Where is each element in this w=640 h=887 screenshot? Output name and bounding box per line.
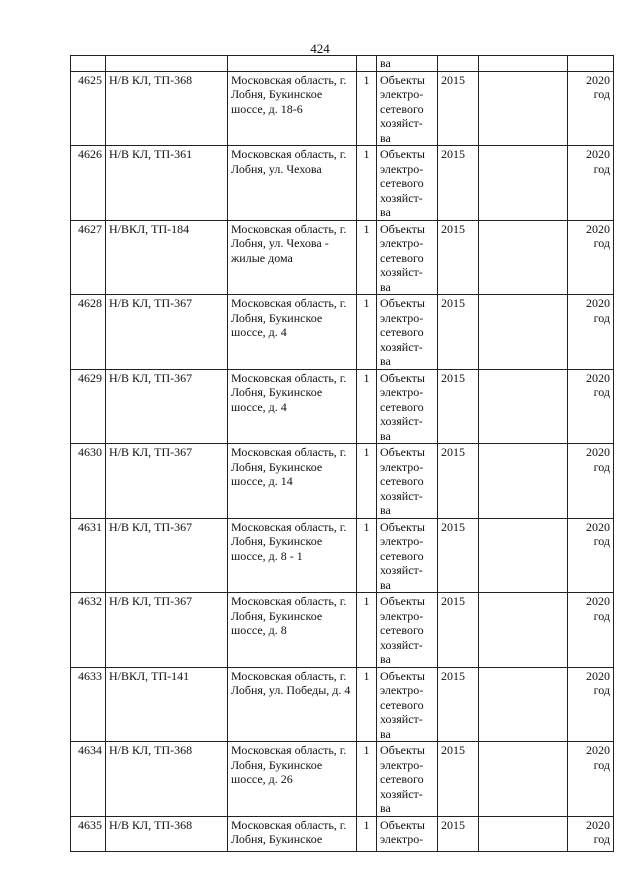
continuation-row	[71, 56, 614, 72]
object-type-line: хозяйст-	[380, 488, 423, 503]
object-name-cell: Н/В КЛ, ТП-367	[106, 369, 228, 444]
object-type-cell	[377, 369, 438, 444]
address-cell: Московская область, г. Лобня, Букинское шоссе, д. 8 - 1	[228, 518, 357, 593]
row-number-cell: 4635	[71, 816, 106, 851]
address-cell: Московская область, г. Лобня, ул. Победы, д. 4	[228, 667, 357, 742]
empty-cell	[479, 444, 568, 519]
object-type-line: сетевого	[380, 101, 424, 116]
continuation-qty-cell	[357, 56, 377, 72]
table-row	[71, 369, 614, 444]
continuation-term-cell	[568, 56, 614, 72]
object-name-cell: Н/ВКЛ, ТП-184	[106, 220, 228, 295]
continuation-empty-cell	[479, 56, 568, 72]
address-cell: Московская область, г. Лобня, Букинское шоссе, д. 26	[228, 742, 357, 817]
object-type-line: сетевого	[380, 399, 424, 414]
quantity-cell: 1	[357, 220, 377, 295]
year-cell: 2015	[438, 146, 479, 221]
object-type-line: хозяйст-	[380, 116, 423, 130]
object-type-cell	[377, 71, 438, 146]
year-cell: 2015	[438, 593, 479, 668]
term-cell	[568, 816, 614, 851]
row-number-cell: 4634	[71, 742, 106, 817]
object-type-line: хозяйст-	[380, 265, 423, 279]
object-type-cell	[377, 444, 438, 519]
row-number-cell: 4628	[71, 295, 106, 370]
table-row	[71, 518, 614, 593]
quantity-cell: 1	[357, 518, 377, 593]
term-line: 2020	[586, 221, 610, 236]
term-cell	[568, 146, 614, 221]
address-cell: Московская область, г. Лобня, Букинское шоссе, д. 8	[228, 593, 357, 668]
object-type-line: ва	[380, 428, 391, 443]
object-type-cell	[377, 518, 438, 593]
term-line: 2020	[586, 296, 610, 310]
object-type-cell	[377, 742, 438, 817]
object-type-line: ва	[380, 130, 391, 145]
quantity-cell: 1	[357, 742, 377, 817]
object-type-line: сетевого	[380, 772, 424, 786]
table-row	[71, 816, 614, 851]
year-cell: 2015	[438, 444, 479, 519]
year-cell: 2015	[438, 816, 479, 851]
object-type-line: ва	[380, 279, 391, 294]
address-cell: Московская область, г. Лобня, Букинское шоссе, д. 4	[228, 295, 357, 370]
term-cell	[568, 369, 614, 444]
object-type-line: электро-	[380, 608, 424, 623]
object-type-line: ва	[380, 801, 391, 815]
term-line: год	[593, 161, 610, 176]
object-type-cell	[377, 593, 438, 668]
term-line: 2020	[586, 668, 610, 683]
term-line: год	[593, 87, 610, 101]
object-type-cell	[377, 295, 438, 370]
object-type-line: Объекты	[380, 743, 425, 757]
object-name-cell: Н/В КЛ, ТП-368	[106, 742, 228, 817]
year-cell: 2015	[438, 742, 479, 817]
row-number-cell: 4629	[71, 369, 106, 444]
object-type-line: электро-	[380, 534, 424, 548]
term-line: 2020	[586, 72, 610, 87]
continuation-object-cell	[106, 56, 228, 72]
year-cell: 2015	[438, 71, 479, 146]
object-type-line: хозяйст-	[380, 339, 423, 354]
object-type-line: хозяйст-	[380, 637, 423, 652]
quantity-cell: 1	[357, 667, 377, 742]
table-row	[71, 667, 614, 742]
table-row	[71, 146, 614, 221]
quantity-cell: 1	[357, 593, 377, 668]
registry-table	[70, 55, 614, 852]
address-cell: Московская область, г. Лобня, ул. Чехова	[228, 146, 357, 221]
term-line: 2020	[586, 370, 610, 385]
object-type-line: хозяйст-	[380, 190, 423, 205]
address-cell: Московская область, г. Лобня, Букинское	[228, 816, 357, 851]
object-type-line: сетевого	[380, 697, 424, 712]
term-line: год	[593, 757, 610, 772]
object-type-line: Объекты	[380, 296, 425, 310]
object-name-cell: Н/В КЛ, ТП-367	[106, 444, 228, 519]
object-type-line: Объекты	[380, 594, 425, 608]
empty-cell	[479, 518, 568, 593]
term-cell	[568, 220, 614, 295]
registry-body	[71, 56, 614, 852]
table-row	[71, 742, 614, 817]
object-type-line: Объекты	[380, 147, 425, 161]
term-line: год	[593, 236, 610, 250]
table-row	[71, 220, 614, 295]
continuation-year-cell	[438, 56, 479, 72]
empty-cell	[479, 146, 568, 221]
empty-cell	[479, 667, 568, 742]
term-cell	[568, 295, 614, 370]
term-line: год	[593, 832, 610, 846]
object-type-line: сетевого	[380, 474, 424, 488]
row-number-cell: 4625	[71, 71, 106, 146]
quantity-cell: 1	[357, 444, 377, 519]
term-line: 2020	[586, 445, 610, 459]
object-type-line: ва	[380, 354, 391, 368]
object-type-line: Объекты	[380, 370, 425, 385]
year-cell: 2015	[438, 667, 479, 742]
table-row	[71, 444, 614, 519]
object-name-cell: Н/В КЛ, ТП-367	[106, 593, 228, 668]
quantity-cell: 1	[357, 816, 377, 851]
term-line: год	[593, 683, 610, 697]
object-type-line: электро-	[380, 310, 424, 325]
quantity-cell: 1	[357, 71, 377, 146]
continuation-type-cell: ва	[377, 56, 438, 72]
term-cell	[568, 742, 614, 817]
table-row	[71, 71, 614, 146]
object-name-cell: Н/В КЛ, ТП-367	[106, 295, 228, 370]
term-cell	[568, 71, 614, 146]
row-number-cell: 4630	[71, 444, 106, 519]
table-row	[71, 593, 614, 668]
object-type-line: сетевого	[380, 250, 424, 265]
term-line: 2020	[586, 519, 610, 534]
term-line: 2020	[586, 743, 610, 757]
term-cell	[568, 518, 614, 593]
term-line: 2020	[586, 594, 610, 608]
object-type-cell	[377, 220, 438, 295]
empty-cell	[479, 295, 568, 370]
object-type-line: ва	[380, 652, 391, 666]
year-cell: 2015	[438, 220, 479, 295]
object-type-line: сетевого	[380, 623, 424, 637]
object-type-line: хозяйст-	[380, 414, 423, 428]
address-cell: Московская область, г. Лобня, Букинское шоссе, д. 18-6	[228, 71, 357, 146]
address-cell: Московская область, г. Лобня, Букинское шоссе, д. 4	[228, 369, 357, 444]
year-cell: 2015	[438, 518, 479, 593]
year-cell: 2015	[438, 369, 479, 444]
term-line: год	[593, 310, 610, 325]
term-line: год	[593, 385, 610, 399]
term-cell	[568, 444, 614, 519]
empty-cell	[479, 220, 568, 295]
object-type-line: электро-	[380, 683, 424, 697]
object-type-cell	[377, 667, 438, 742]
object-type-line: Объекты	[380, 72, 425, 87]
row-number-cell: 4633	[71, 667, 106, 742]
page-number: 424	[310, 41, 330, 56]
quantity-cell: 1	[357, 146, 377, 221]
year-cell: 2015	[438, 295, 479, 370]
row-number-cell: 4626	[71, 146, 106, 221]
object-type-cell: Объекты электро-	[377, 816, 438, 851]
object-type-line: ва	[380, 726, 391, 741]
object-name-cell: Н/ВКЛ, ТП-141	[106, 667, 228, 742]
object-type-line: электро-	[380, 161, 424, 176]
object-type-line: ва	[380, 205, 391, 219]
term-line: 2020	[586, 147, 610, 161]
row-number-cell: 4631	[71, 518, 106, 593]
object-type-line: хозяйст-	[380, 712, 423, 726]
empty-cell	[479, 593, 568, 668]
object-name-cell: Н/В КЛ, ТП-368	[106, 816, 228, 851]
row-number-cell: 4632	[71, 593, 106, 668]
term-cell	[568, 667, 614, 742]
object-type-line: ва	[380, 503, 391, 517]
object-type-line: электро-	[380, 236, 424, 250]
address-cell: Московская область, г. Лобня, ул. Чехова - жилые дома	[228, 220, 357, 295]
object-type-line: сетевого	[380, 325, 424, 339]
object-type-line: сетевого	[380, 548, 424, 563]
continuation-num-cell	[71, 56, 106, 72]
object-type-line: электро-	[380, 87, 424, 101]
object-type-line: электро-	[380, 459, 424, 474]
object-type-line: сетевого	[380, 176, 424, 190]
empty-cell	[479, 742, 568, 817]
quantity-cell: 1	[357, 369, 377, 444]
object-type-line: Объекты	[380, 668, 425, 683]
object-type-line: ва	[380, 577, 391, 592]
term-line: год	[593, 459, 610, 474]
object-name-cell: Н/В КЛ, ТП-367	[106, 518, 228, 593]
object-type-line: Объекты	[380, 519, 425, 534]
address-cell: Московская область, г. Лобня, Букинское шоссе, д. 14	[228, 444, 357, 519]
term-line: год	[593, 608, 610, 623]
continuation-address-cell	[228, 56, 357, 72]
empty-cell	[479, 71, 568, 146]
object-type-line: Объекты	[380, 221, 425, 236]
table-row	[71, 295, 614, 370]
object-type-cell	[377, 146, 438, 221]
row-number-cell: 4627	[71, 220, 106, 295]
term-line: 2020	[586, 817, 610, 832]
object-name-cell: Н/В КЛ, ТП-361	[106, 146, 228, 221]
empty-cell	[479, 369, 568, 444]
object-type-line: электро-	[380, 385, 424, 399]
object-type-line: хозяйст-	[380, 563, 423, 577]
empty-cell	[479, 816, 568, 851]
term-line: год	[593, 534, 610, 548]
object-name-cell: Н/В КЛ, ТП-368	[106, 71, 228, 146]
object-type-line: электро-	[380, 757, 424, 772]
object-type-line: хозяйст-	[380, 786, 423, 801]
object-type-line: Объекты	[380, 445, 425, 459]
quantity-cell: 1	[357, 295, 377, 370]
term-cell	[568, 593, 614, 668]
